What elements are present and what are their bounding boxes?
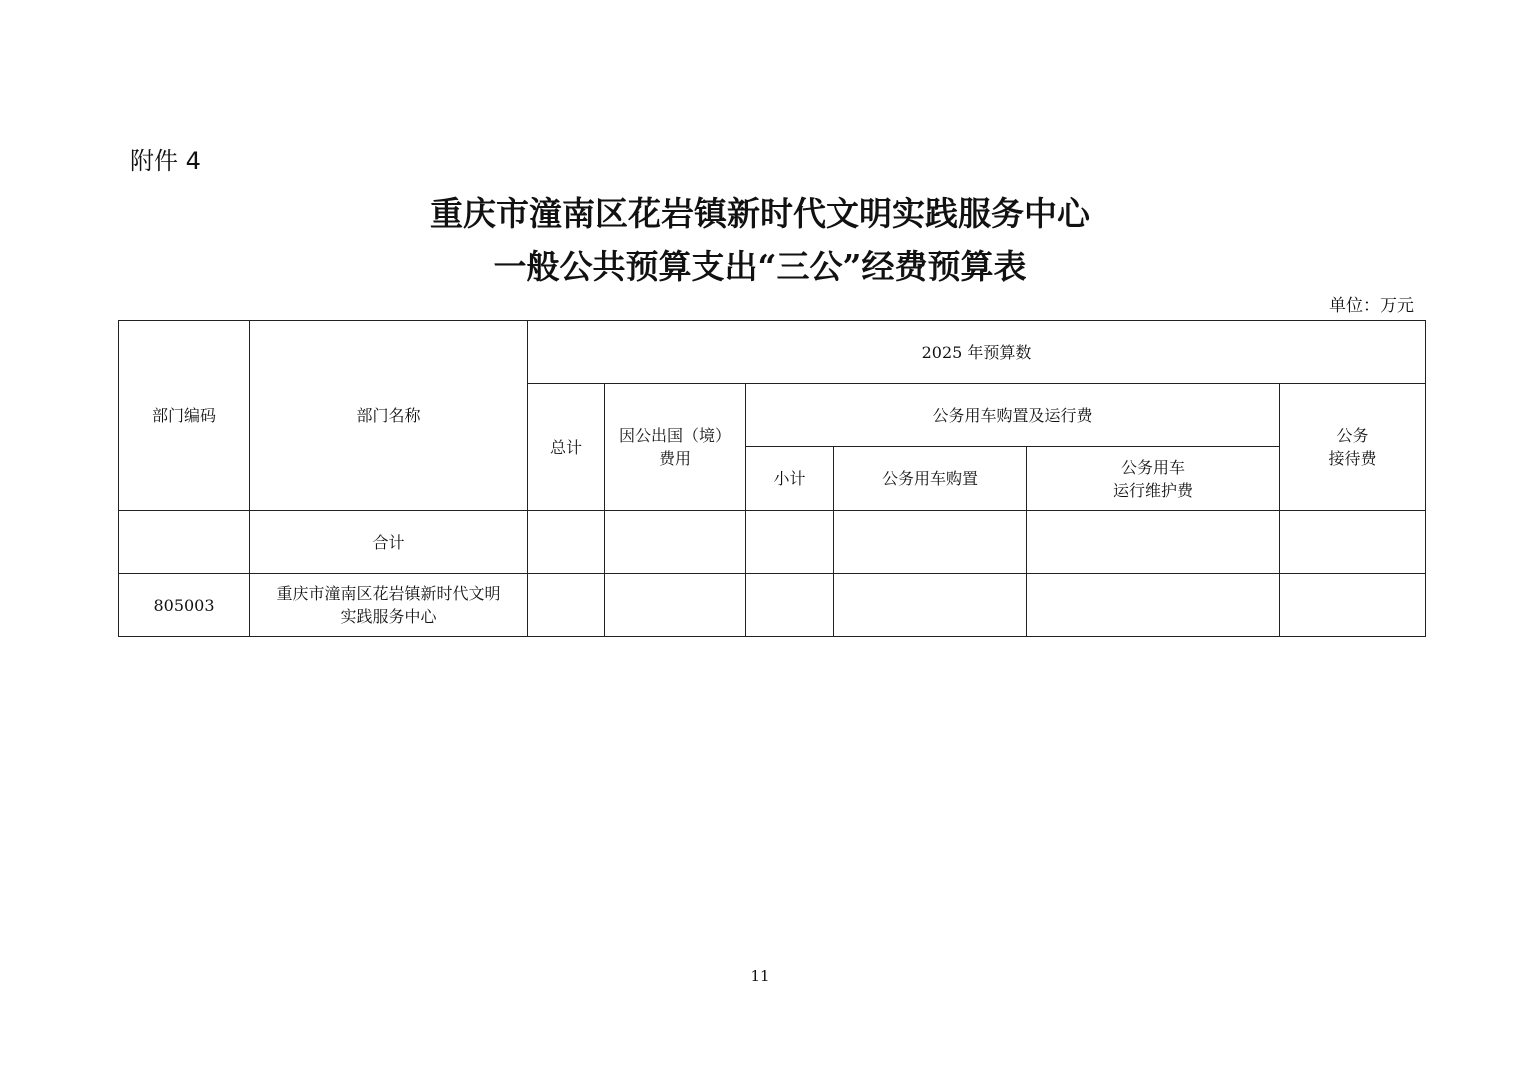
- header-row-1: [119, 321, 1426, 384]
- cell-reception: [1280, 574, 1426, 637]
- header-vehicle: 公务用车购置及运行费: [746, 384, 1280, 447]
- header-dept-code: 部门编码: [119, 321, 250, 511]
- header-reception: 公务 接待费: [1280, 384, 1426, 511]
- cell-total: [528, 574, 605, 637]
- unit-label: 单位：万元: [1329, 296, 1414, 316]
- attachment-label: 附件 4: [130, 147, 201, 175]
- header-overseas: 因公出国（境） 费用: [605, 384, 746, 511]
- document-title-line-1: 重庆市潼南区花岩镇新时代文明实践服务中心: [430, 194, 1090, 233]
- header-subtotal: 小计: [746, 447, 834, 511]
- cell-vehicle-operation: [1027, 574, 1280, 637]
- table-row-total: [119, 511, 1426, 574]
- cell-reception: [1280, 511, 1426, 574]
- cell-vehicle-purchase: [834, 511, 1027, 574]
- header-dept-name: 部门名称: [250, 321, 528, 511]
- header-vehicle-operation: 公务用车 运行维护费: [1027, 447, 1280, 511]
- cell-subtotal: [746, 511, 834, 574]
- cell-overseas: [605, 574, 746, 637]
- cell-name: 重庆市潼南区花岩镇新时代文明 实践服务中心: [250, 574, 528, 637]
- header-total: 总计: [528, 384, 605, 511]
- cell-vehicle-purchase: [834, 574, 1027, 637]
- cell-overseas: [605, 511, 746, 574]
- page-number: 11: [750, 967, 770, 985]
- header-budget-year: 2025 年预算数: [528, 321, 1426, 384]
- cell-total: [528, 511, 605, 574]
- header-vehicle-purchase: 公务用车购置: [834, 447, 1027, 511]
- cell-subtotal: [746, 574, 834, 637]
- cell-name: 合计: [250, 511, 528, 574]
- cell-vehicle-operation: [1027, 511, 1280, 574]
- budget-table: [118, 320, 1426, 637]
- table-row-dept: [119, 574, 1426, 637]
- document-title-line-2: 一般公共预算支出“三公”经费预算表: [493, 247, 1027, 286]
- cell-code: 805003: [119, 574, 250, 637]
- cell-code: [119, 511, 250, 574]
